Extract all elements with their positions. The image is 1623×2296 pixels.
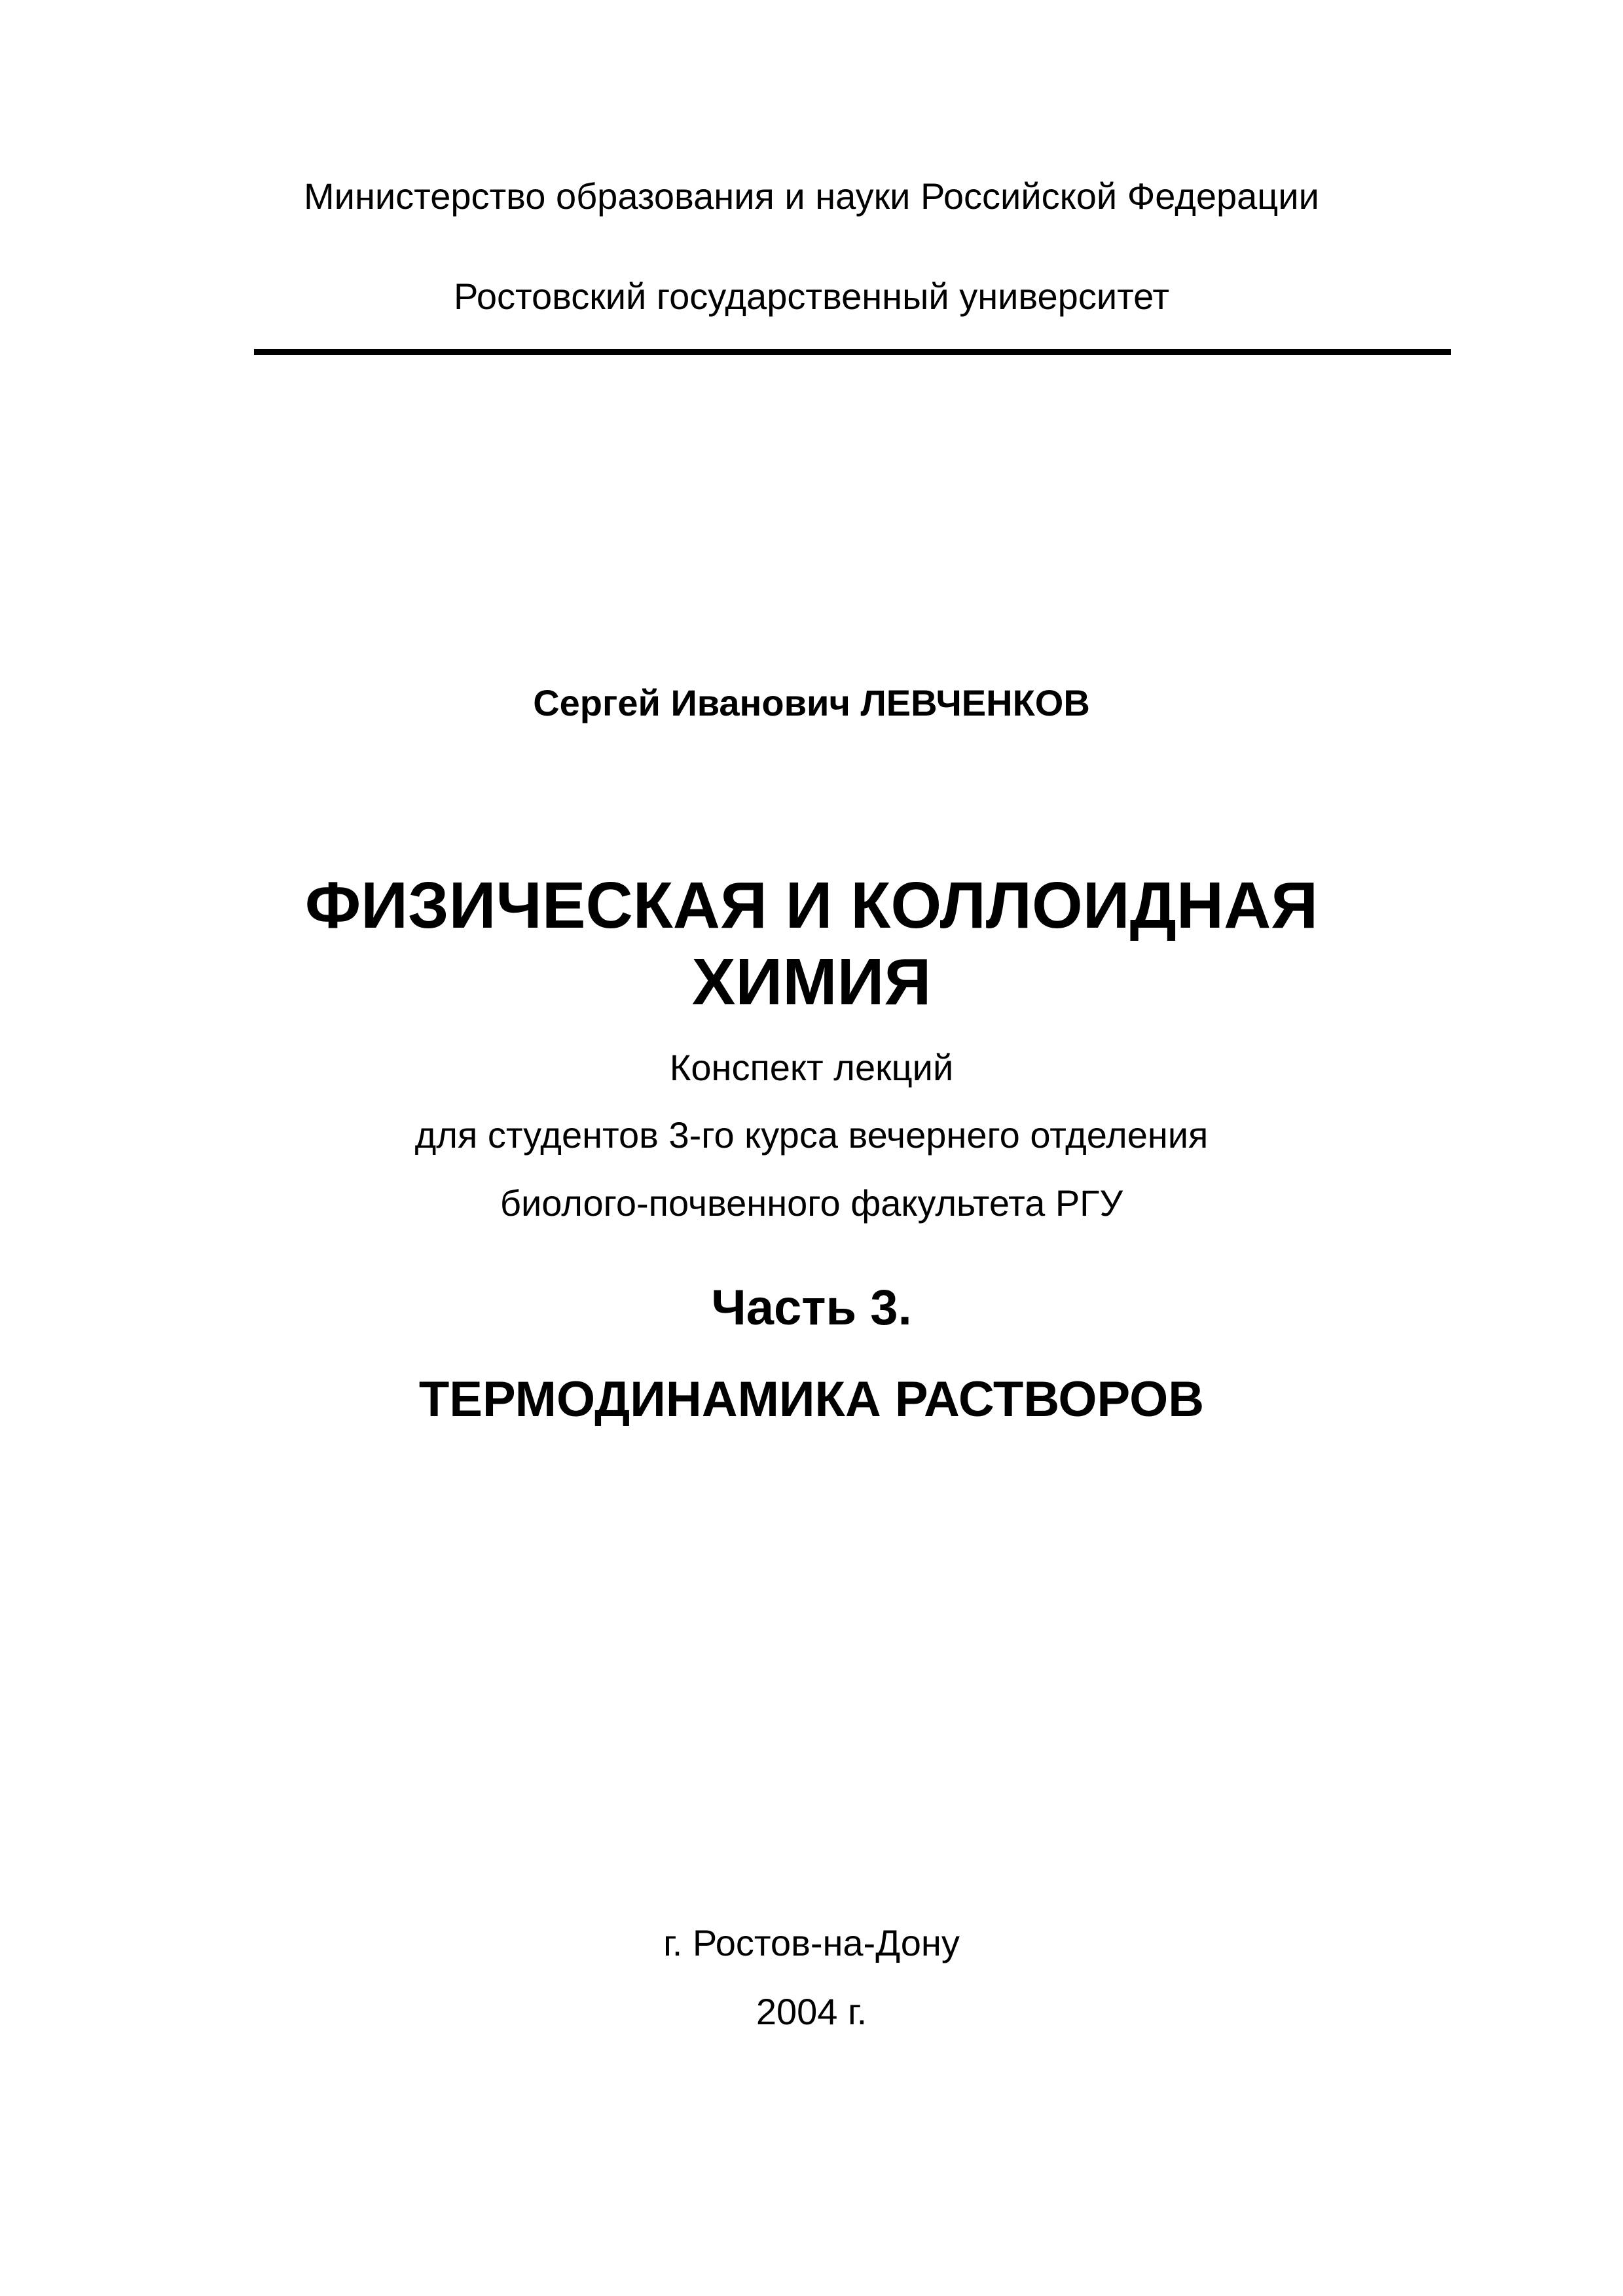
subtitle-line-2: для студентов 3-го курса вечернего отделения (414, 1114, 1209, 1156)
ministry-name: Министерство образования и науки Российской Федерации (304, 175, 1319, 217)
imprint-year: 2004 г. (756, 1991, 867, 2032)
book-title-line-2: ХИМИЯ (691, 945, 932, 1019)
author-name: Сергей Иванович ЛЕВЧЕНКОВ (533, 682, 1090, 723)
header-divider (254, 349, 1451, 355)
book-title-line-1: ФИЗИЧЕСКАЯ И КОЛЛОИДНАЯ (304, 869, 1319, 942)
part-title: ТЕРМОДИНАМИКА РАСТВОРОВ (418, 1372, 1205, 1427)
subtitle-line-3: биолого-почвенного факультета РГУ (500, 1182, 1123, 1224)
subtitle-line-1: Конспект лекций (669, 1047, 954, 1088)
university-name: Ростовский государственный университет (453, 276, 1170, 317)
imprint-city: г. Ростов-на-Дону (663, 1922, 960, 1963)
part-number: Часть 3. (711, 1280, 912, 1336)
